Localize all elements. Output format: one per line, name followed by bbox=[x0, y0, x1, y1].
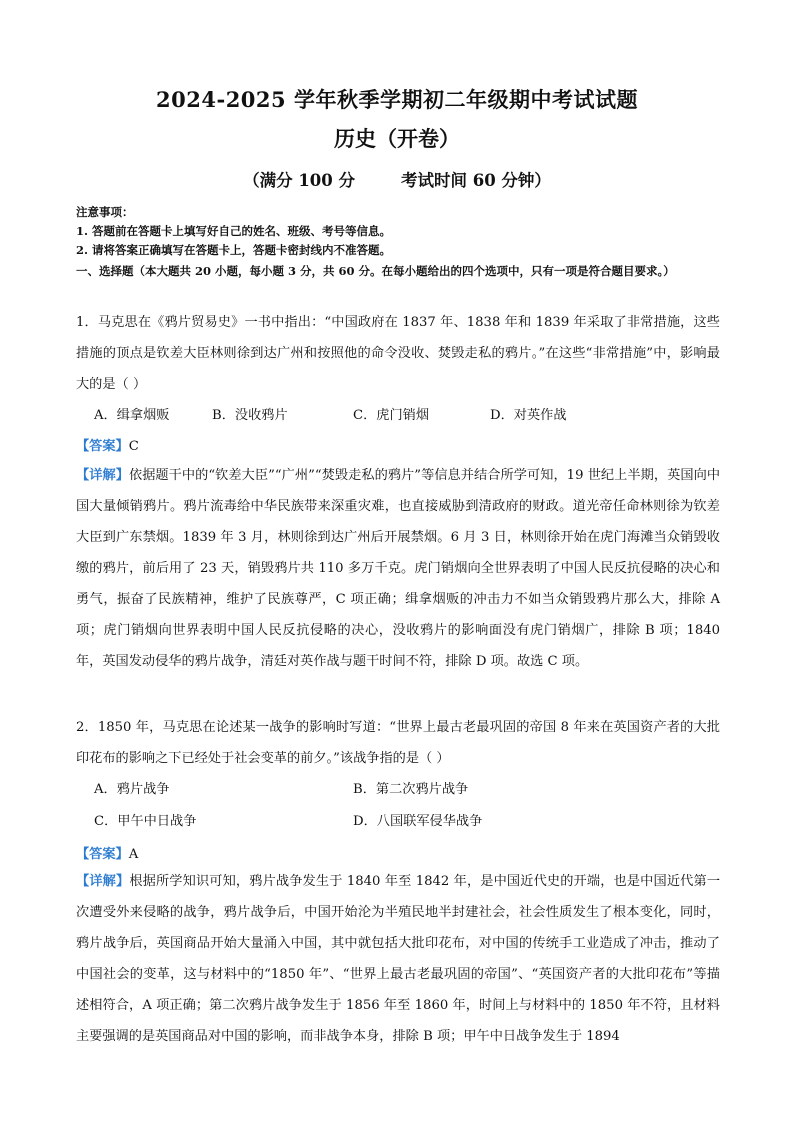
question-1-answer bbox=[76, 435, 139, 454]
answer-tag: 【答案】 bbox=[76, 439, 129, 454]
option-c: C．虎门销烟 bbox=[353, 408, 430, 423]
detail-tag: 【详解】 bbox=[76, 468, 129, 483]
question-1-stem: 1．马克思在《鸦片贸易史》一书中指出：“中国政府在 1837 年、1838 年和 1839 年采取了非常措施，这些措施的顶点是钦差大臣林则徐到达广州和按照他的命令没收、焚毁走私的鸦片。”在这些“非常措施”中，影响最大的是（ ） bbox=[76, 315, 720, 392]
subject-title: 历史（开卷） bbox=[334, 126, 460, 151]
notes-item: 2. 请将答案正确填写在答题卡上，答题卡密封线内不准答题。 bbox=[76, 243, 392, 257]
question-2-answer bbox=[76, 843, 138, 862]
question-2-detail bbox=[76, 866, 720, 1052]
notes-item: 1. 答题前在答题卡上填写好自己的姓名、班级、考号等信息。 bbox=[76, 224, 392, 238]
option-b: B．第二次鸦片战争 bbox=[353, 782, 469, 797]
notes-heading: 注意事项： bbox=[76, 205, 134, 219]
option-b: B．没收鸦片 bbox=[212, 408, 288, 423]
option-a: A．缉拿烟贩 bbox=[94, 408, 170, 423]
notes-block bbox=[76, 203, 720, 260]
question-1-detail bbox=[76, 460, 720, 677]
detail-text: 依据题干中的“钦差大臣”“广州”“焚毁走私的鸦片”等信息并结合所学可知，19 世纪上半期，英国向中国大量倾销鸦片。鸦片流毒给中华民族带来深重灾难，也直接威胁到清政府的财政。道光帝任命林则徐为钦差大臣到广东禁烟。1839 年 3 月，林则徐到达广州后开展禁烟。6 月 3 日，林则徐开始在虎门海滩当众销毁收缴的鸦片，前后用了 23 天，销毁鸦片共 110 多万千克。虎门销烟向全世界表明了中国人民反抗侵略的决心和勇气，振奋了民族精神，维护了民族尊严，C 项正确；缉拿烟贩的冲击力不如当众销毁鸦片那么大，排除 A 项；虎门销烟向世界表明中国人民反抗侵略的决心，没收鸦片的影响面没有虎门销烟广，排除 B 项；1840 年，英国发动侵华的鸦片战争，清廷对英作战与题干时间不符，排除 D 项。故选 C 项。 bbox=[76, 468, 721, 669]
section-heading: 一、选择题（本大题共 20 小题，每小题 3 分，共 60 分。在每小题给出的四个选项中，只有一项是符合题目要求。） bbox=[76, 264, 675, 278]
option-d: D．八国联军侵华战争 bbox=[353, 814, 483, 829]
exam-title: 2024-2025 学年秋季学期初二年级期中考试试题 bbox=[156, 87, 638, 112]
question-2-stem: 2．1850 年，马克思在论述某一战争的影响时写道：“世界上最古老最巩固的帝国 8 年来在英国资产者的大批印花布的影响之下已经处于社会变革的前夕。”该战争指的是（ ） bbox=[76, 720, 720, 766]
answer-value: A bbox=[128, 847, 139, 862]
exam-meta: （满分 100 分 考试时间 60 分钟） bbox=[243, 171, 551, 190]
detail-text: 根据所学知识可知，鸦片战争发生于 1840 年至 1842 年，是中国近代史的开端，也是中国近代第一次遭受外来侵略的战争，鸦片战争后，中国开始沦为半殖民地半封建社会，社会性质发生了根本变化，同时，鸦片战争后，英国商品开始大量涌入中国，其中就包括大批印花布，对中国的传统手工业造成了冲击，推动了中国社会的变革，这与材料中的“1850 年”、“世界上最古老最巩固的帝国”、“英国资产者的大批印花布”等描述相符合，A 项正确；第二次鸦片战争发生于 1856 年至 1860 年，时间上与材料中的 1850 年不符，且材料主要强调的是英国商品对中国的影响，而非战争本身，排除 B 项；甲午中日战争发生于 1894 bbox=[76, 874, 721, 1044]
option-a: A．鸦片战争 bbox=[94, 782, 170, 797]
option-d: D．对英作战 bbox=[490, 408, 567, 423]
option-c: C．甲午中日战争 bbox=[94, 814, 197, 829]
answer-value: C bbox=[128, 439, 139, 454]
detail-tag: 【详解】 bbox=[76, 874, 130, 889]
answer-tag: 【答案】 bbox=[76, 847, 129, 862]
